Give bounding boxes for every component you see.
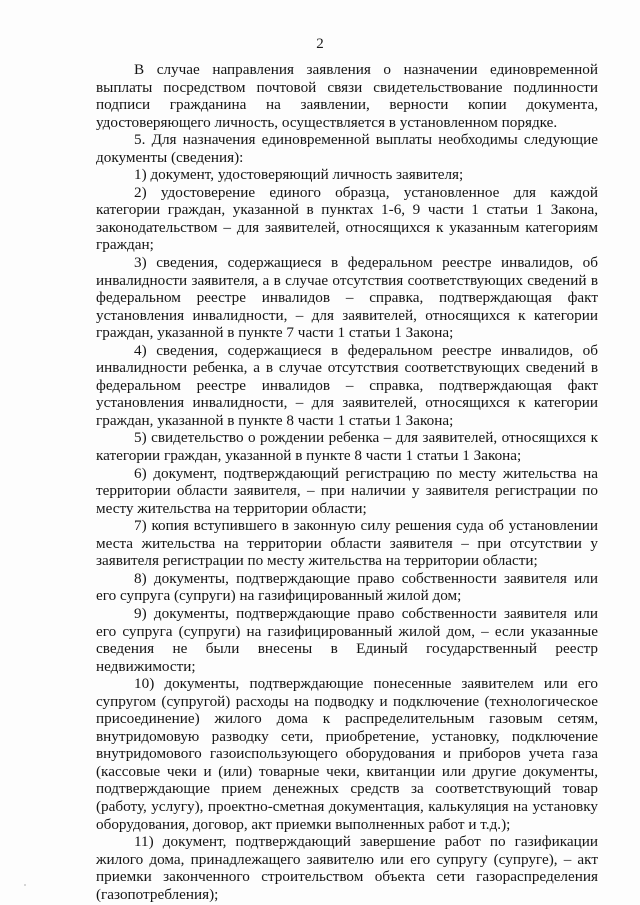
page-number: 2 — [316, 36, 324, 52]
list-item-11: 11) документ, подтверждающий завершение работ по газификации жилого дома, принадлежащего заявителю или его супругу (супруге), – акт приемки законченного строительством объекта сети газораспределения (газопотребления); — [96, 833, 598, 903]
list-item-7: 7) копия вступившего в законную силу решения суда об установлении места жительства на территории области заявителя – при отсутствии у заявителя регистрации по месту жительства на территории области; — [96, 517, 598, 570]
list-item-1: 1) документ, удостоверяющий личность заявителя; — [134, 166, 464, 184]
list-item-4: 4) сведения, содержащиеся в федеральном реестре инвалидов, об инвалидности ребенка, а в случае отсутствия соответствующих сведений в федеральном реестре инвалидов – справка, подтверждающая факт установления инвалидности, – для заявителей, относящихся к категории граждан, указанной в пункте 8 части 1 статьи 1 Закона; — [96, 341, 598, 429]
document-body — [96, 61, 598, 903]
scan-speck — [24, 884, 26, 886]
paragraph-item-5-heading: 5. Для назначения единовременной выплаты необходимы следующие документы (сведения): — [96, 131, 598, 166]
list-item-2: 2) удостоверение единого образца, установленное для каждой категории граждан, указанной в пунктах 1-6, 9 части 1 статьи 1 Закона, законодательством – для заявителей, относящихся к указанным категориям граждан; — [96, 183, 598, 254]
list-item-10: 10) документы, подтверждающие понесенные заявителем или его супругом (супругой) расходы на подводку и подключение (технологическое присоединение) жилого дома к распределительным газовым сетям, внутридомовую разводку сети, приобретение, установку, подключение внутридомового газоиспользующего оборудования и приборов учета газа (кассовые чеки и (или) товарные чеки, квитанции или другие документы, подтверждающие прием денежных средств за соответствующий товар (работу, услугу), проектно-сметная документация, калькуляция на установку оборудования, договор, акт приемки выполненных работ и т.д.); — [96, 675, 598, 833]
list-item-5: 5) свидетельство о рождении ребенка – для заявителей, относящихся к категории граждан, указанной в пункте 8 части 1 статьи 1 Закона; — [96, 429, 598, 465]
list-item-9: 9) документы, подтверждающие право собственности заявителя или его супруга (супруги) на газифицированный жилой дом, – если указанные сведения не были внесены в Единый государственный реестр недвижимости; — [96, 604, 598, 675]
list-item-8: 8) документы, подтверждающие право собственности заявителя или его супруга (супруги) на газифицированный жилой дом; — [96, 569, 598, 605]
list-item-3: 3) сведения, содержащиеся в федеральном реестре инвалидов, об инвалидности заявителя, а в случае отсутствия соответствующих сведений в федеральном реестре инвалидов – справка, подтверждающая факт установления инвалидности, – для заявителей, относящихся к категории граждан, указанной в пункте 7 части 1 статьи 1 Закона; — [96, 254, 598, 342]
list-item-6: 6) документ, подтверждающий регистрацию по месту жительства на территории области заявителя, – при наличии у заявителя регистрации по месту жительства на территории области; — [96, 464, 598, 517]
paragraph-mail-submission: В случае направления заявления о назначении единовременной выплаты посредством почтовой связи свидетельствование подлинности подписи гражданина на заявлении, верности копии документа, удостоверяющего личность, осуществляется в установленном порядке. — [96, 61, 598, 131]
